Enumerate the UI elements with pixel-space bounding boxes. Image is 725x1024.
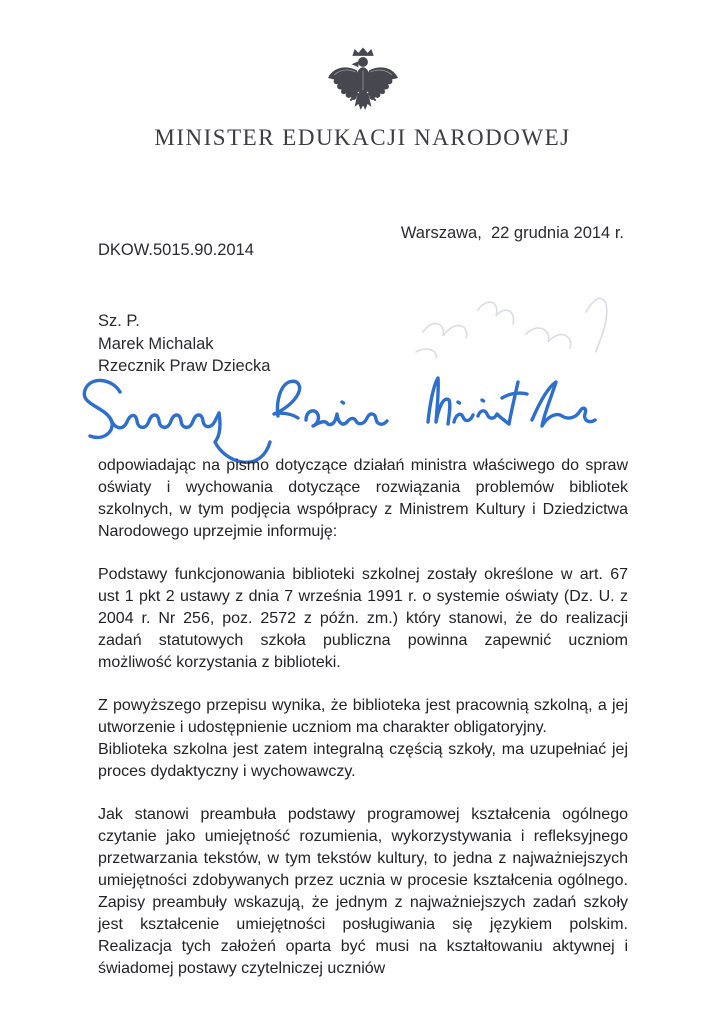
body-paragraph: Biblioteka szkolna jest zatem integralną częścią szkoły, ma uzupełniać jej proces dydaktyczny i wychowawczy. (98, 741, 628, 780)
ministry-title: MINISTER EDUKACJI NARODOWEJ (154, 125, 571, 150)
body-paragraph: Z powyższego przepisu wynika, że biblioteka jest pracownią szkolną, a jej utworzenie i udostępnienie uczniom ma charakter obligatoryjny. (98, 697, 628, 736)
body-paragraph: Jak stanowi preambuła podstawy programowej kształcenia ogólnego czytanie jako umiejętność rozumienia, wykorzystywania i refleksyjnego przetwarzania tekstów, w tym tekstów kultury, to jedna z najważniejszych umiejętności zdobywanych przez ucznia w procesie kształcenia ogólnego. Zapisy preambuły wskazują, że jednym z najważniejszych zadań szkoły jest kształcenie umiejętności posługiwania się językiem polskim. Realizacja tych założeń oparta być musi na kształtowaniu aktywnej i świadomej postawy czytelniczej uczniów (98, 806, 628, 977)
handwriting-strokes-icon (70, 372, 650, 467)
letter-body (98, 455, 628, 980)
body-paragraph: odpowiadając na pismo dotyczące działań ministra właściwego do spraw oświaty i wychowania dotyczące rozwiązania problemów bibliotek szkolnych, w tym podjęcia współpracy z Ministrem Kultury i Dziedzictwa Narodowego uprzejmie informuję: (98, 457, 628, 540)
recipient-block (98, 310, 270, 378)
handwritten-greeting-text (70, 372, 71, 373)
body-paragraph: Podstawy funkcjonowania biblioteki szkolnej zostały określone w art. 67 ust 1 pkt 2 ustawy z dnia 7 września 1991 r. o systemie oświaty (Dz. U. z 2004 r. Nr 256, poz. 2572 z późn. zm.) który stanowi, że do realizacji zadań statutowych szkoła publiczna powinna zapewnić uczniom możliwość korzystania z biblioteki. (98, 566, 628, 671)
handwritten-greeting (70, 372, 650, 467)
reference-number: DKOW.5015.90.2014 (98, 241, 254, 259)
recipient-prefix: Sz. P. (98, 312, 140, 330)
recipient-role: Rzecznik Praw Dziecka (98, 357, 271, 375)
polish-eagle-emblem-icon (324, 46, 402, 116)
place-date: Warszawa, 22 grudnia 2014 r. (400, 224, 624, 242)
recipient-name: Marek Michalak (98, 334, 214, 353)
pencil-annotation (408, 272, 633, 372)
